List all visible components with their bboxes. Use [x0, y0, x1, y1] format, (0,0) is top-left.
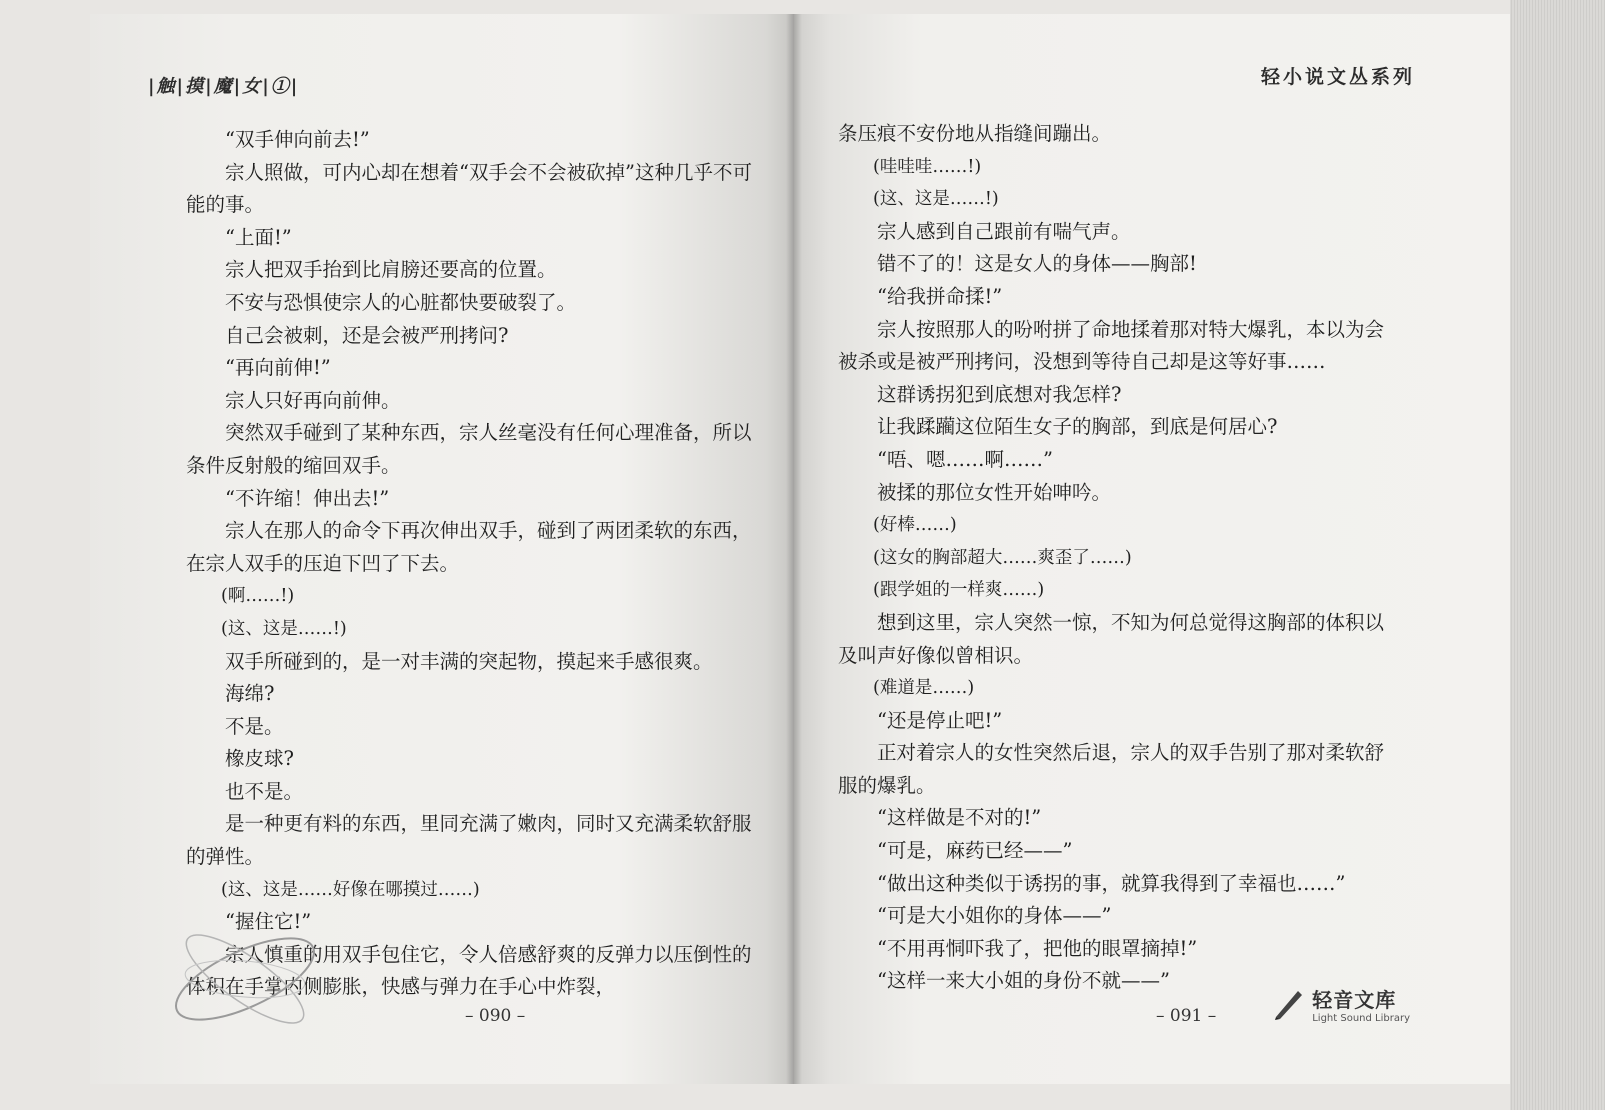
- book-gutter: [786, 14, 802, 1084]
- paragraph: 这群诱拐犯到底想对我怎样?: [877, 382, 1122, 406]
- paragraph: “不用再恫吓我了，把他的眼罩摘掉!”: [877, 936, 1198, 960]
- paragraph: (这、这是……好像在哪摸过……): [221, 879, 480, 900]
- paragraph: “再向前伸!”: [225, 356, 331, 380]
- page-edges: [1510, 0, 1605, 1110]
- paragraph: 宗人感到自己跟前有喘气声。: [877, 219, 1131, 243]
- paragraph: (这、这是……!): [873, 189, 999, 210]
- paragraph: “这样做是不对的!”: [877, 806, 1042, 830]
- paragraph: 错不了的！这是女人的身体——胸部!: [877, 252, 1197, 276]
- paragraph: 不是。: [225, 714, 284, 738]
- quill-pen-icon: [1272, 987, 1306, 1021]
- paragraph: 也不是。: [225, 779, 304, 803]
- paragraph: “双手伸向前去!”: [225, 128, 370, 151]
- paragraph: 宗人只好再向前伸。: [225, 388, 401, 412]
- paragraph: (好棒……): [873, 515, 957, 536]
- paragraph: 条压痕不安份地从指缝间蹦出。: [838, 122, 1112, 145]
- running-header-title: |触|摸|魔|女|①|: [148, 76, 300, 97]
- paragraph: “不许缩！伸出去!”: [225, 486, 390, 510]
- page-number-left: – 090 –: [465, 1006, 526, 1026]
- running-header-series: 轻小说文丛系列: [1260, 66, 1415, 88]
- paragraph: (跟学姐的一样爽……): [873, 580, 1045, 601]
- paragraph: 海绵?: [225, 682, 275, 706]
- logo-subtitle: Light Sound Library: [1312, 1013, 1410, 1024]
- paragraph: (这女的胸部超大……爽歪了……): [873, 547, 1132, 568]
- paragraph: 突然双手碰到了某种东西，宗人丝毫没有任何心理准备，所以条件反射般的缩回双手。: [186, 421, 752, 477]
- paragraph: 不安与恐惧使宗人的心脏都快要破裂了。: [225, 290, 577, 314]
- page-number-right: – 091 –: [1156, 1006, 1217, 1026]
- paragraph: (这、这是……!): [221, 618, 347, 639]
- paragraph: 正对着宗人的女性突然后退，宗人的双手告别了那对柔软舒服的爆乳。: [838, 741, 1385, 797]
- book-spread: [90, 14, 1510, 1084]
- paragraph: “这样一来大小姐的身份不就——”: [877, 969, 1170, 993]
- left-page-body: [186, 124, 756, 1004]
- paragraph: 让我蹂躏这位陌生女子的胸部，到底是何居心?: [877, 415, 1278, 439]
- paragraph: “还是停止吧!”: [877, 708, 1003, 732]
- paragraph: 宗人照做，可内心却在想着“双手会不会被砍掉”这种几乎不可能的事。: [186, 160, 752, 217]
- paragraph: 宗人在那人的命令下再次伸出双手，碰到了两团柔软的东西，在宗人双手的压迫下凹了下去。: [186, 519, 752, 575]
- paragraph: “上面!”: [225, 225, 292, 249]
- paragraph: (哇哇哇……!): [873, 156, 982, 177]
- right-page: [794, 14, 1510, 1084]
- paragraph: “给我拼命揉!”: [877, 284, 1003, 308]
- publisher-logo: [1272, 984, 1410, 1024]
- paragraph: “唔、嗯……啊……”: [877, 447, 1053, 471]
- paragraph: “握住它!”: [225, 910, 312, 934]
- paragraph: 双手所碰到的，是一对丰满的突起物，摸起来手感很爽。: [225, 649, 713, 673]
- paragraph: (难道是……): [873, 678, 975, 699]
- paragraph: 宗人慎重的用双手包住它，令人倍感舒爽的反弹力以压倒性的体积在手掌内侧膨胀，快感与弹力在手心中炸裂，: [186, 942, 752, 999]
- left-page: [90, 14, 794, 1084]
- orbit-ornament-icon: [160, 904, 330, 1054]
- right-page-body: [838, 118, 1398, 998]
- paragraph: 自己会被刺，还是会被严刑拷问?: [225, 323, 509, 347]
- paragraph: “可是大小姐你的身体——”: [877, 904, 1112, 928]
- paragraph: 是一种更有料的东西，里同充满了嫩肉，同时又充满柔软舒服的弹性。: [186, 812, 752, 869]
- paragraph: 被揉的那位女性开始呻吟。: [877, 480, 1112, 504]
- paragraph: (啊……!): [221, 586, 295, 607]
- paragraph: “做出这种类似于诱拐的事，就算我得到了幸福也……”: [877, 871, 1346, 895]
- paragraph: 宗人按照那人的吩咐拼了命地揉着那对特大爆乳，本以为会被杀或是被严刑拷问，没想到等待自己却是这等好事……: [838, 317, 1385, 374]
- paragraph: 宗人把双手抬到比肩膀还要高的位置。: [225, 258, 557, 282]
- paragraph: 橡皮球?: [225, 747, 294, 771]
- paragraph: “可是，麻药已经——”: [877, 839, 1073, 863]
- logo-name: 轻音文库: [1312, 988, 1397, 1012]
- paragraph: 想到这里，宗人突然一惊，不知为何总觉得这胸部的体积以及叫声好像似曾相识。: [838, 610, 1385, 667]
